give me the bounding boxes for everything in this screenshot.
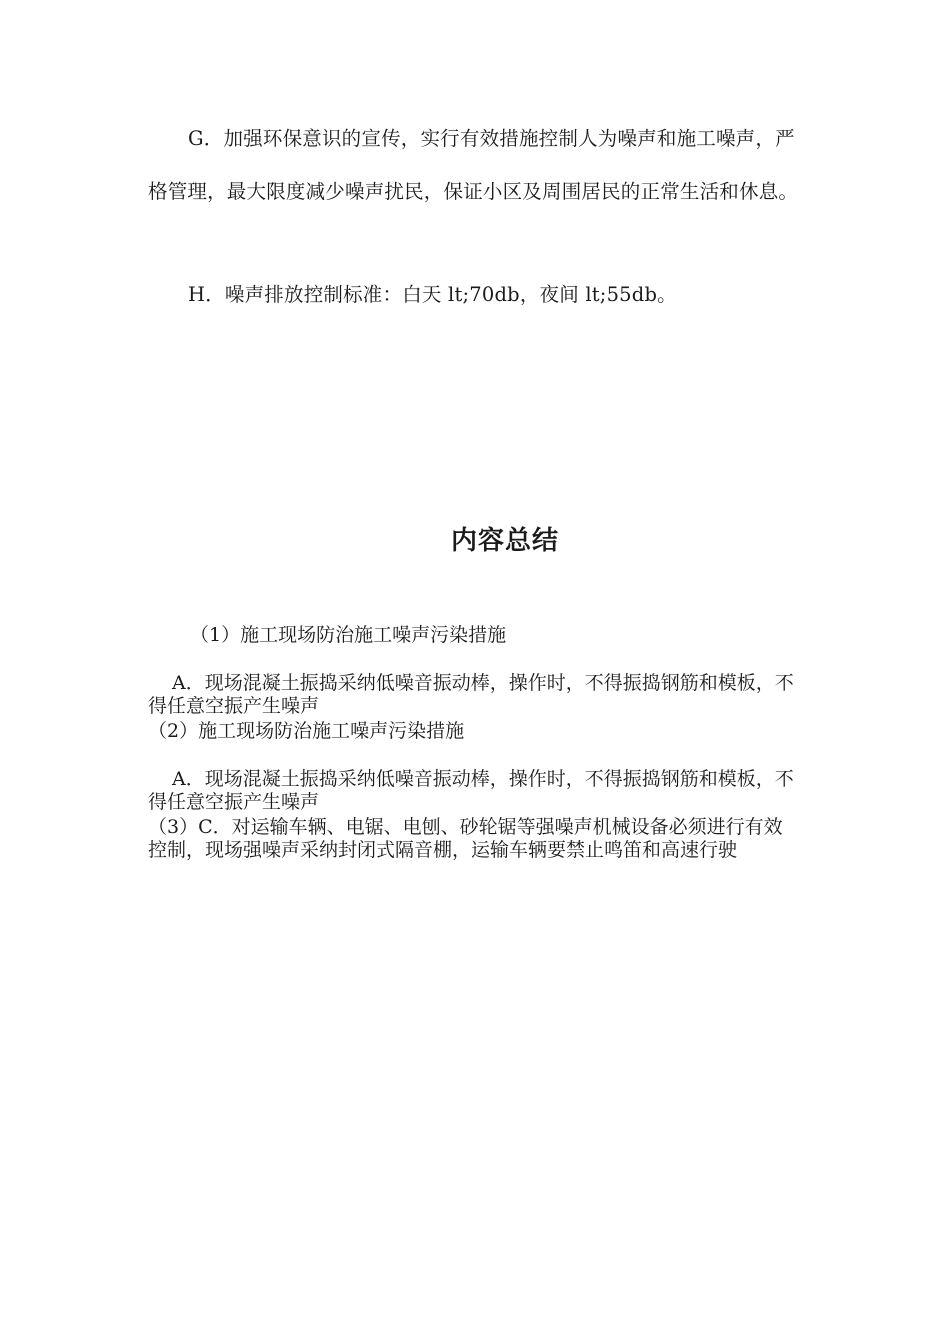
paragraph-h: H．噪声排放控制标准：白天 lt;70db，夜间 lt;55db。 (188, 283, 677, 306)
summary-item-3-body: （3）C．对运输车辆、电锯、电刨、砂轮锯等强噪声机械设备必须进行有效控制，现场强噪声采纳封闭式隔音棚，运输车辆要禁止鸣笛和高速行驶 (148, 816, 783, 861)
paragraph-g: G．加强环保意识的宣传，实行有效措施控制人为噪声和施工噪声，严格管理，最大限度减少噪声扰民，保证小区及周围居民的正常生活和休息。 (148, 127, 799, 203)
summary-item-2-heading: （2）施工现场防治施工噪声污染措施 (148, 720, 465, 742)
summary-item-1-body: A．现场混凝土振捣采纳低噪音振动棒，操作时，不得振捣钢筋和模板，不得任意空振产生噪声 (148, 672, 794, 717)
summary-item-1-heading: （1）施工现场防治施工噪声污染措施 (190, 624, 507, 646)
summary-title: 内容总结 (450, 526, 559, 556)
summary-item-2-body: A．现场混凝土振捣采纳低噪音振动棒，操作时，不得振捣钢筋和模板，不得任意空振产生噪声 (148, 768, 794, 813)
